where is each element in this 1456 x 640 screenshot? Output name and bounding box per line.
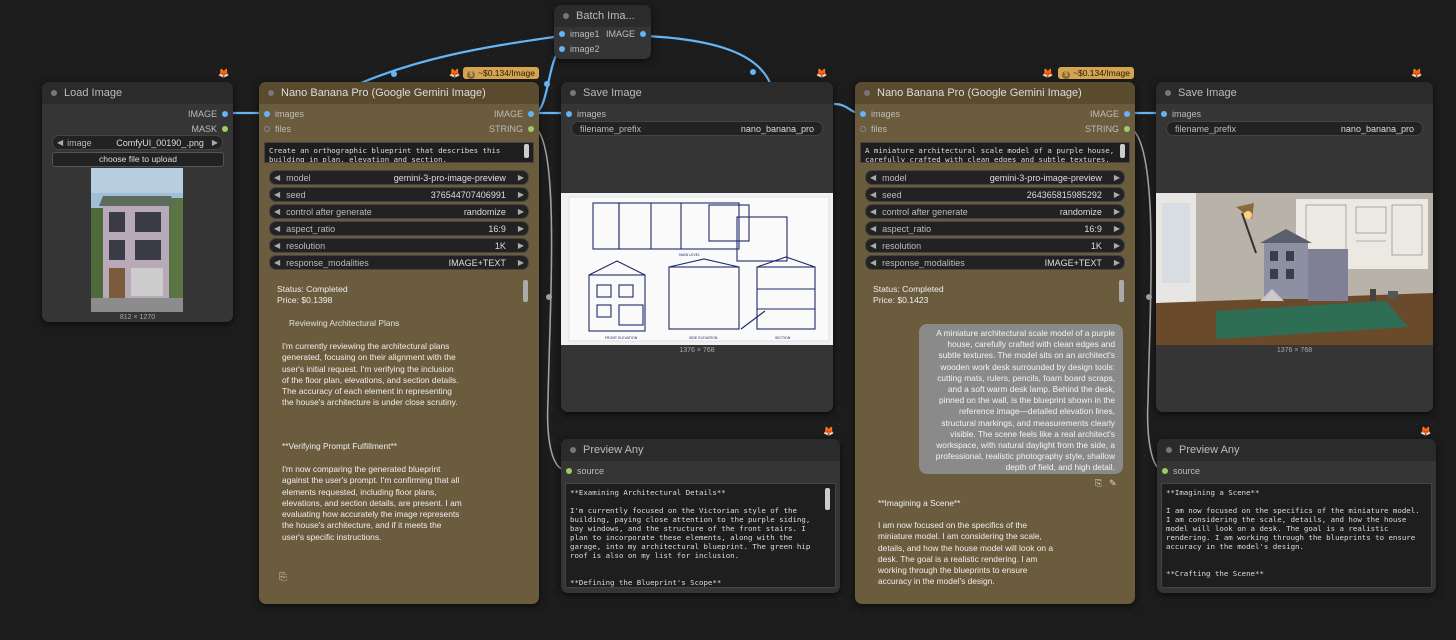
images-input-dot[interactable] (1161, 111, 1167, 117)
link-batch-to-nano2 (645, 36, 770, 83)
scrollbar[interactable] (1119, 280, 1124, 302)
string-output-dot[interactable] (1124, 126, 1130, 132)
node-title[interactable]: Save Image (561, 82, 833, 104)
section-label: SECTION (775, 336, 791, 340)
reasoning-heading-2: **Verifying Prompt Fulfillment** (282, 441, 397, 451)
reasoning-paragraph-1: I am now focused on the specifics of the miniature model. I am considering the scale, details, and how the house model will look on a desk. The goal is a realistic rendering. I am working through the blueprints to ensure accuracy in the model's design. (878, 520, 1056, 587)
batch-images-node[interactable]: Batch Ima... image1 IMAGE image2 (554, 5, 651, 59)
reasoning-heading-1: **Imagining a Scene** (878, 498, 961, 508)
house-photo (91, 168, 183, 312)
nano-banana-node-1[interactable]: Nano Banana Pro (Google Gemini Image) images IMAGE files STRING Create an orthographic blueprint that describes this building in plan, elevation and section. ◀ model gemini-3-pro-image-preview ▶ ◀ seed 376544707406991 ▶ ◀ control after generate randomize ▶ ◀ aspect_ratio 16:9 ▶ ◀ resolution 1K ▶ ◀ response_modalities IMAGE+TEXT ▶ Status: Completed Price: $0.1398 Reviewing Architectural Plans I'm currently reviewing the architectural plans generated, focusing on their alignment with the user's initial request. I'm verifying the inclusion of the floor plan, elevations, and section details. The accuracy of each element in representing the house's architecture is under close scrutiny. **Verifying Prompt Fulfillment** I'm now comparing the generated blueprint against the user's prompt. I'm confirming that all elements requested, including floor plans, elevations, and section details, are present. I am evaluating how accurately the image represents the house's architecture, and if it meets the user's specific instructions. ⎘ (259, 82, 539, 604)
node-title[interactable]: Nano Banana Pro (Google Gemini Image) (855, 82, 1135, 104)
image-output-dot[interactable] (528, 111, 534, 117)
reasoning-paragraph-1: I'm currently reviewing the architectural plans generated, focusing on their alignment with the user's initial request. I'm verifying the inclusion of the floor plan, elevations, and section details. The accuracy of each element in representing the house's architecture is under close scrutiny. (282, 341, 461, 408)
image-output-dot[interactable] (640, 31, 646, 37)
files-input-dot[interactable] (264, 126, 270, 132)
copy-icon[interactable]: ⎘ (1095, 478, 1103, 488)
images-input-dot[interactable] (566, 111, 572, 117)
load-image-node[interactable]: Load Image IMAGE MASK ◀ image ComfyUI_00190_.png ▶ choose file to upload 812 × 1270 (42, 82, 233, 322)
prompt-textarea[interactable]: Create an orthographic blueprint that describes this building in plan, elevation and section. (264, 142, 534, 163)
mask-output-dot[interactable] (222, 126, 228, 132)
node-title[interactable]: Batch Ima... (554, 5, 651, 27)
seed-widget[interactable]: ◀ seed 376544707406991 ▶ (269, 187, 529, 202)
next-arrow-icon: ▶ (211, 138, 218, 147)
save-image-node-1[interactable]: Save Image images filename_prefix nano_banana_pro MAIN LEVEL FRONT ELEVATION SIDE ELEVATION SECTION 1376 × 768 (561, 82, 833, 412)
image-select-widget[interactable]: ◀ image ComfyUI_00190_.png ▶ (52, 135, 223, 150)
nano-banana-node-2[interactable]: Nano Banana Pro (Google Gemini Image) images IMAGE files STRING A miniature architectural scale model of a purple house, carefully crafted with clean edges and subtle textures. ◀ model gemini-3-pro-image-preview ▶ ◀ seed 264365815985292 ▶ ◀ control after generate randomize ▶ ◀ aspect_ratio 16:9 ▶ ◀ resolution 1K ▶ ◀ response_modalities IMAGE+TEXT ▶ Status: Completed Price: $0.1423 A miniature architectural scale model of a purple house, carefully crafted with clean edges and subtle textures. The model sits on an architect's wooden work desk surrounded by design tools: cutting mats, rulers, pencils, foam board scraps, and a soft warm desk lamp. Behind the desk, pinned on the wall, is the blueprint shown in the reference image—detailed elevation lines, structural markings, and measurements clearly visible. The scene feels like a real architect's workspace, with natural daylight from the side, a professional, realistic photography style, shallow depth of field, and high detail. ⎘ ✎ **Imagining a Scene** I am now focused on the specifics of the miniature model. I am considering the scale, details, and how the house model will look on a desk. The goal is a realistic rendering. I am working through the blueprints to ensure accuracy in the model's design. (855, 82, 1135, 604)
user-prompt-bubble: A miniature architectural scale model of a purple house, carefully crafted with clean edges and subtle textures. The model sits on an architect's wooden work desk surrounded by design tools: cutting mats, rulers, pencils, foam board scraps, and a soft warm desk lamp. Behind the desk, pinned on the wall, is the blueprint shown in the reference image—detailed elevation lines, structural markings, and measurements clearly visible. The scene feels like a real architect's workspace, with natural daylight from the side, a professional, realistic photography style, shallow depth of field, and high detail. (919, 324, 1123, 474)
plan-label: MAIN LEVEL (679, 253, 700, 257)
node-title[interactable]: Nano Banana Pro (Google Gemini Image) (259, 82, 539, 104)
scale-model-image (1156, 193, 1433, 345)
image2-input-dot[interactable] (559, 46, 565, 52)
save-image-node-2[interactable]: Save Image images filename_prefix nano_banana_pro 1376 × 768 (1156, 82, 1433, 412)
seed-widget[interactable]: ◀ seed 264365815985292 ▶ (865, 187, 1125, 202)
edit-icon[interactable]: ✎ (1109, 478, 1117, 488)
node-title[interactable]: Preview Any (561, 439, 840, 461)
source-input-dot[interactable] (1162, 468, 1168, 474)
reasoning-paragraph-2: I'm now comparing the generated blueprint against the user's prompt. I'm confirming that all elements requested, including floor plans, elevations, and section details, are present. I am evaluating how accurately the image represents the house's architecture, and if it meets the user's specific instructions. (282, 464, 465, 542)
prompt-textarea[interactable]: A miniature architectural scale model of a purple house, carefully crafted with clean edges and subtle textures. (860, 142, 1130, 163)
scrollbar[interactable] (523, 280, 528, 302)
price-text: Price: $0.1398 (277, 295, 333, 305)
filename-prefix-widget[interactable]: filename_prefix nano_banana_pro (571, 121, 823, 136)
node-title[interactable]: Save Image (1156, 82, 1433, 104)
scrollbar[interactable] (524, 144, 529, 158)
aspect-ratio-widget[interactable]: ◀ aspect_ratio 16:9 ▶ (865, 221, 1125, 236)
preview-any-node-1[interactable]: Preview Any source **Examining Architectural Details** I'm currently focused on the Victorian style of the building, paying close attention to the purple siding, bay windows, and the structure of the front stairs. I plan to incorporate these elements, along with the garage, into my architectural blueprint. The green hip roof is also on my list for inclusion. **Defining the Blueprint's Scope** (561, 439, 840, 593)
filename-prefix-widget[interactable]: filename_prefix nano_banana_pro (1166, 121, 1423, 136)
response-modalities-widget[interactable]: ◀ response_modalities IMAGE+TEXT ▶ (269, 255, 529, 270)
preview-any-node-2[interactable]: Preview Any source **Imagining a Scene** I am now focused on the specifics of the miniature model. I am considering the scale, details, and how the house model will look on a desk. The goal is a realistic rendering. I am working through the blueprints to ensure accuracy in the model's design. **Crafting the Scene** (1157, 439, 1436, 593)
partial-heading: Reviewing Architectural Plans (289, 318, 400, 328)
image-output-dot[interactable] (1124, 111, 1130, 117)
preview-textarea[interactable]: **Examining Architectural Details** I'm currently focused on the Victorian style of the building, paying close attention to the purple siding, bay windows, and the structure of the front stairs. I plan to incorporate these elements, along with the garage, into my architectural blueprint. The green hip roof is also on my list for inclusion. **Defining the Blueprint's Scope** (565, 483, 836, 588)
source-input-dot[interactable] (566, 468, 572, 474)
image-size-caption: 1376 × 768 (679, 347, 715, 354)
fox-icon: 🦊 (1411, 68, 1423, 78)
image-size-caption: 1376 × 768 (1276, 347, 1313, 354)
side-elevation-label: SIDE ELEVATION (689, 336, 718, 340)
response-modalities-widget[interactable]: ◀ response_modalities IMAGE+TEXT ▶ (865, 255, 1125, 270)
images-input-dot[interactable] (264, 111, 270, 117)
coin-icon: $ (1062, 71, 1070, 79)
resolution-widget[interactable]: ◀ resolution 1K ▶ (865, 238, 1125, 253)
cost-badge: $ ~$0.134/Image (1058, 67, 1134, 79)
node-title[interactable]: Preview Any (1157, 439, 1436, 461)
images-input-dot[interactable] (860, 111, 866, 117)
aspect-ratio-widget[interactable]: ◀ aspect_ratio 16:9 ▶ (269, 221, 529, 236)
coin-icon: $ (467, 71, 475, 79)
blueprint-image (561, 193, 833, 345)
control-after-generate-widget[interactable]: ◀ control after generate randomize ▶ (865, 204, 1125, 219)
fox-icon: 🦊 (1042, 68, 1054, 78)
status-text: Status: Completed (873, 284, 944, 294)
string-output-dot[interactable] (528, 126, 534, 132)
fox-icon: 🦊 (1420, 426, 1432, 436)
preview-textarea[interactable]: **Imagining a Scene** I am now focused on the specifics of the miniature model. I am considering the scale, details, and how the house model will look on a desk. The goal is a realistic rendering. I am working through the blueprints to ensure accuracy in the model's design. **Crafting the Scene** (1161, 483, 1432, 588)
price-text: Price: $0.1423 (873, 295, 929, 305)
files-input-dot[interactable] (860, 126, 866, 132)
model-widget[interactable]: ◀ model gemini-3-pro-image-preview ▶ (269, 170, 529, 185)
fox-icon: 🦊 (823, 426, 835, 436)
cost-badge: $ ~$0.134/Image (463, 67, 539, 79)
front-elevation-label: FRONT ELEVATION (605, 336, 638, 340)
fox-icon: 🦊 (449, 68, 461, 78)
image-output-dot[interactable] (222, 111, 228, 117)
copy-icon[interactable]: ⎘ (279, 572, 287, 583)
control-after-generate-widget[interactable]: ◀ control after generate randomize ▶ (269, 204, 529, 219)
resolution-widget[interactable]: ◀ resolution 1K ▶ (269, 238, 529, 253)
image-size-caption: 812 × 1270 (119, 314, 156, 321)
fox-icon: 🦊 (218, 68, 230, 78)
fox-icon: 🦊 (816, 68, 828, 78)
scrollbar[interactable] (825, 488, 830, 510)
image1-input-dot[interactable] (559, 31, 565, 37)
scrollbar[interactable] (1120, 144, 1125, 158)
prev-arrow-icon: ◀ (57, 138, 64, 147)
node-title[interactable]: Load Image (42, 82, 233, 104)
status-text: Status: Completed (277, 284, 348, 294)
upload-button[interactable]: choose file to upload (52, 152, 224, 167)
model-widget[interactable]: ◀ model gemini-3-pro-image-preview ▶ (865, 170, 1125, 185)
